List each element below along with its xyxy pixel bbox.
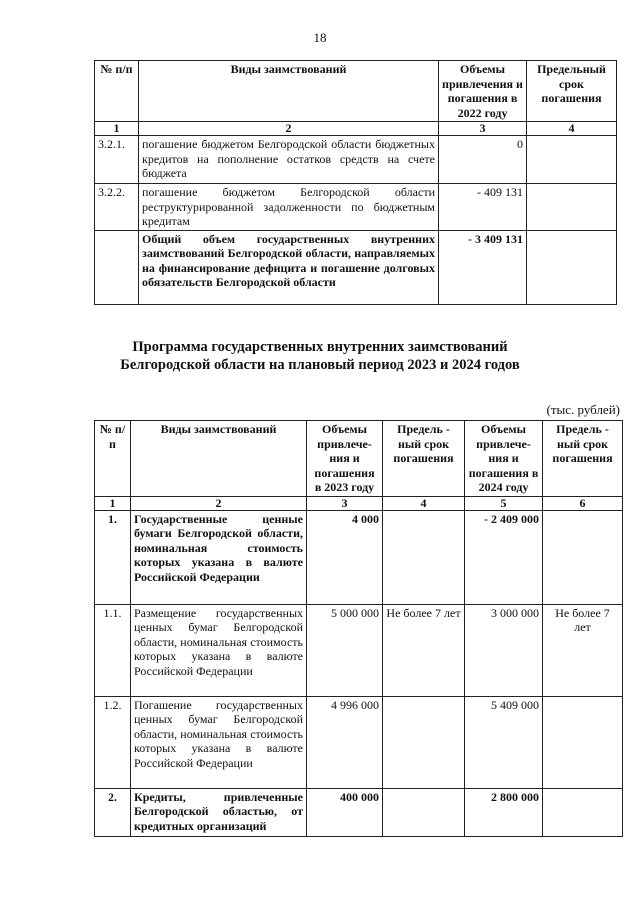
row-term-2023 (383, 788, 465, 836)
row-volume-2024: 3 000 000 (465, 604, 543, 696)
row-volume-2023: 400 000 (307, 788, 383, 836)
header-volume-2023: Объемы привлече-ния и погашения в 2023 году (307, 421, 383, 497)
row-term-2023: Не более 7 лет (383, 604, 465, 696)
row-term-2023 (383, 510, 465, 604)
borrowings-table-2023-2024 (94, 420, 623, 837)
column-number: 3 (439, 122, 527, 136)
section-title (0, 338, 640, 374)
column-number: 5 (465, 496, 543, 510)
row-term (527, 136, 617, 184)
row-volume-2024: 5 409 000 (465, 696, 543, 788)
row-volume-2024: - 2 409 000 (465, 510, 543, 604)
row-num: 3.2.2. (95, 184, 139, 231)
table-row (95, 510, 623, 604)
row-term-2024 (543, 696, 623, 788)
page-number: 18 (313, 30, 327, 45)
column-number: 2 (131, 496, 307, 510)
header-type: Виды заимствований (131, 421, 307, 497)
table-row (95, 696, 623, 788)
row-volume-2023: 4 000 (307, 510, 383, 604)
row-term-2023 (383, 696, 465, 788)
table-row (95, 788, 623, 836)
table-row (95, 136, 617, 184)
header-term: Предельный срок погашения (527, 61, 617, 122)
column-number: 2 (139, 122, 439, 136)
header-term-2024: Предель - ный срок погашения (543, 421, 623, 497)
header-num: № п/п (95, 421, 131, 497)
header-num: № п/п (95, 61, 139, 122)
column-numbers-row (95, 496, 623, 510)
row-num: 1.2. (95, 696, 131, 788)
row-num: 3.2.1. (95, 136, 139, 184)
header-volume: Объемы привлечения и погашения в 2022 году (439, 61, 527, 122)
table-total-row (95, 230, 617, 304)
column-number: 1 (95, 496, 131, 510)
table-row (95, 184, 617, 231)
row-volume-2023: 5 000 000 (307, 604, 383, 696)
row-text: погашение бюджетом Белгородской области реструктурированной задолженности по бюджетным кредитам (139, 184, 439, 231)
column-number: 6 (543, 496, 623, 510)
column-number: 1 (95, 122, 139, 136)
table-header-row (95, 421, 623, 497)
section-title-line: Программа государственных внутренних заимствований (132, 339, 508, 355)
row-volume: 0 (439, 136, 527, 184)
row-term-2024: Не более 7 лет (543, 604, 623, 696)
row-num: 1. (95, 510, 131, 604)
table-header-row (95, 61, 617, 122)
section-title-line: Белгородской области на плановый период 2023 и 2024 годов (120, 357, 520, 373)
row-term-2024 (543, 788, 623, 836)
row-text: Кредиты, привлеченные Белгородской областью, от кредитных организаций (131, 788, 307, 836)
header-volume-2024: Объемы привлече-ния и погашения в 2024 году (465, 421, 543, 497)
row-volume: - 409 131 (439, 184, 527, 231)
row-term (527, 184, 617, 231)
row-volume: - 3 409 131 (439, 230, 527, 304)
row-num: 1.1. (95, 604, 131, 696)
column-numbers-row (95, 122, 617, 136)
header-type: Виды заимствований (139, 61, 439, 122)
row-term-2024 (543, 510, 623, 604)
row-volume-2024: 2 800 000 (465, 788, 543, 836)
row-num: 2. (95, 788, 131, 836)
borrowings-table-2022 (94, 60, 617, 305)
row-text: Государственные ценные бумаги Белгородской области, номинальная стоимость которых указана в валюте Российской Федерации (131, 510, 307, 604)
row-text: погашение бюджетом Белгородской области бюджетных кредитов на пополнение остатков средств на счете бюджета (139, 136, 439, 184)
row-text: Общий объем государственных внутренних заимствований Белгородской области, направляемых на финансирование дефицита и погашение долговых обязательств Белгородской области (139, 230, 439, 304)
header-term-2023: Предель - ный срок погашения (383, 421, 465, 497)
row-volume-2023: 4 996 000 (307, 696, 383, 788)
row-text: Размещение государственных ценных бумаг Белгородской области, номинальная стоимость которых указана в валюте Российской Федерации (131, 604, 307, 696)
units-label: (тыс. рублей) (546, 402, 620, 417)
column-number: 3 (307, 496, 383, 510)
row-num (95, 230, 139, 304)
table-row (95, 604, 623, 696)
column-number: 4 (527, 122, 617, 136)
column-number: 4 (383, 496, 465, 510)
row-term (527, 230, 617, 304)
row-text: Погашение государственных ценных бумаг Белгородской области, номинальная стоимость которых указана в валюте Российской Федерации (131, 696, 307, 788)
